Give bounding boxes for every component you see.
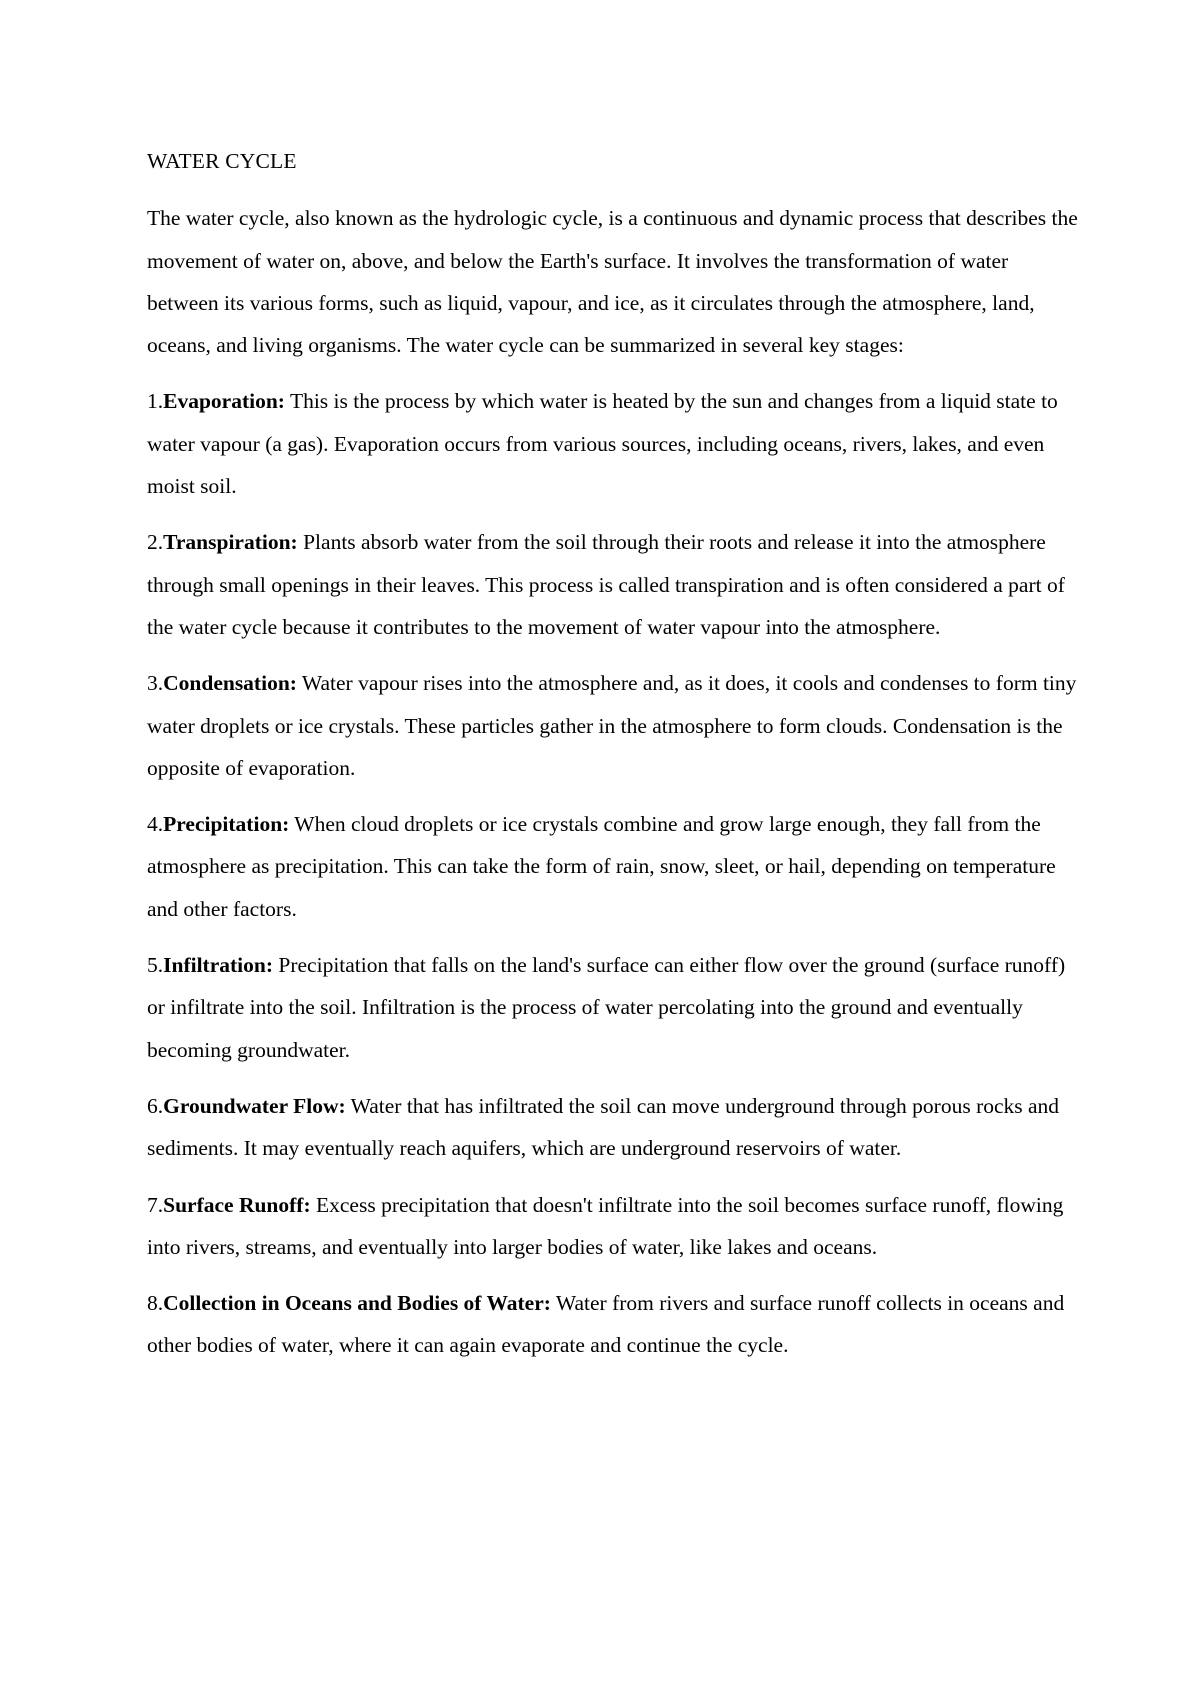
stage-term: Groundwater Flow: bbox=[163, 1093, 346, 1118]
stage-term: Transpiration: bbox=[163, 530, 298, 555]
stage-term: Surface Runoff: bbox=[163, 1192, 311, 1217]
stage-item bbox=[147, 662, 1082, 789]
stage-number: 4. bbox=[147, 812, 164, 837]
stage-number: 1. bbox=[147, 389, 164, 414]
stage-term: Condensation: bbox=[163, 671, 297, 696]
stage-term: Precipitation: bbox=[163, 812, 290, 837]
stage-number: 3. bbox=[147, 671, 164, 696]
document-title: WATER CYCLE bbox=[147, 149, 297, 173]
stage-text: When cloud droplets or ice crystals combine and grow large enough, they fall from the atmosphere as precipitation. This can take the form of rain, snow, sleet, or hail, depending on temperature and other factors. bbox=[147, 812, 1056, 921]
stage-item bbox=[147, 803, 1082, 930]
stage-text: This is the process by which water is heated by the sun and changes from a liquid state to water vapour (a gas). Evaporation occurs from various sources, including oceans, rivers, lakes, and even moist soil. bbox=[147, 389, 1058, 499]
stage-number: 7. bbox=[147, 1192, 164, 1217]
stage-term: Evaporation: bbox=[163, 389, 285, 414]
stage-term: Collection in Oceans and Bodies of Water: bbox=[163, 1291, 551, 1316]
stage-item bbox=[147, 944, 1082, 1071]
stage-item bbox=[147, 1184, 1082, 1269]
stage-item bbox=[147, 380, 1082, 507]
stage-item bbox=[147, 1085, 1082, 1170]
stage-number: 5. bbox=[147, 953, 164, 978]
stage-number: 2. bbox=[147, 530, 164, 555]
stage-term: Infiltration: bbox=[163, 953, 274, 978]
document-body bbox=[147, 140, 1082, 1381]
stage-text: Water that has infiltrated the soil can move underground through porous rocks and sediments. It may eventually reach aquifers, which are underground reservoirs of water. bbox=[147, 1093, 1060, 1161]
stage-text: Excess precipitation that doesn't infiltrate into the soil becomes surface runoff, flowing into rivers, streams, and eventually into larger bodies of water, like lakes and oceans. bbox=[147, 1192, 1064, 1259]
stage-text: Water from rivers and surface runoff collects in oceans and other bodies of water, where it can again evaporate and continue the cycle. bbox=[147, 1291, 1065, 1358]
stage-item bbox=[147, 521, 1082, 648]
stage-number: 6. bbox=[147, 1093, 164, 1118]
stage-number: 8. bbox=[147, 1291, 164, 1316]
intro-paragraph: The water cycle, also known as the hydrologic cycle, is a continuous and dynamic process that describes the movement of water on, above, and below the Earth's surface. It involves the transformation of water between its various forms, such as liquid, vapour, and ice, as it circulates through the atmosphere, land, oceans, and living organisms. The water cycle can be summarized in several key stages: bbox=[147, 206, 1078, 358]
stage-text: Precipitation that falls on the land's surface can either flow over the ground (surface runoff) or infiltrate into the soil. Infiltration is the process of water percolating into the ground and eventually becoming groundwater. bbox=[147, 953, 1066, 1062]
stage-text: Water vapour rises into the atmosphere and, as it does, it cools and condenses to form tiny water droplets or ice crystals. These particles gather in the atmosphere to form clouds. Condensation is the opposite of evaporation. bbox=[147, 671, 1077, 780]
stage-item bbox=[147, 1282, 1082, 1367]
stage-text: Plants absorb water from the soil through their roots and release it into the atmosphere through small openings in their leaves. This process is called transpiration and is often considered a part of the water cycle because it contributes to the movement of water vapour into the atmosphere. bbox=[147, 530, 1065, 639]
